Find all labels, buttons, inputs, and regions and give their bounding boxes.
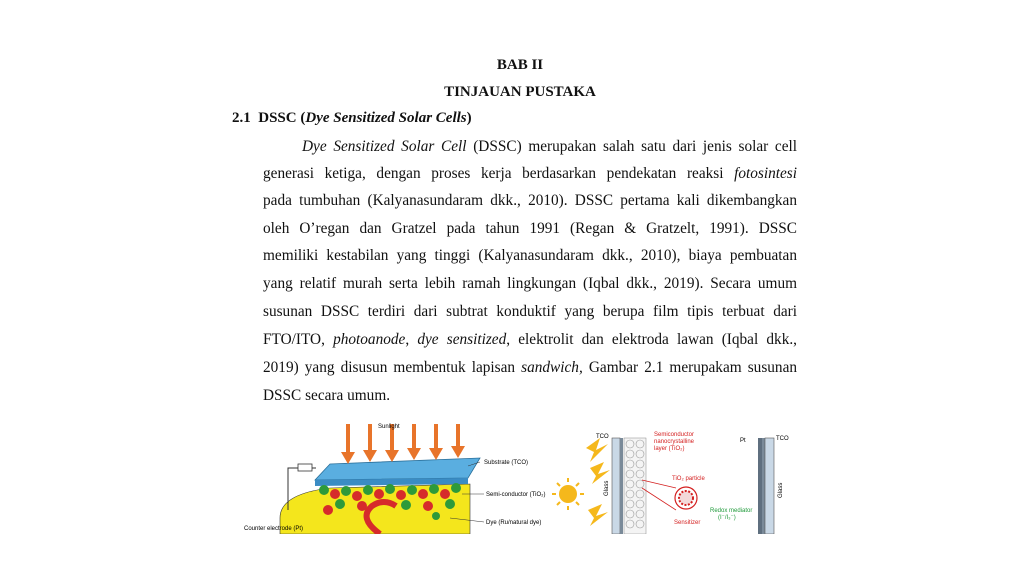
sun-icon (559, 485, 577, 503)
section-italic-title: Dye Sensitized Solar Cells (305, 110, 467, 126)
photoanode-diagram (552, 432, 789, 534)
dssc-figure (240, 418, 800, 534)
glass-layer-1 (612, 438, 620, 534)
term-dssc-italic: Dye Sensitized Solar Cell (302, 138, 467, 155)
label-redox-1: Redox mediator (710, 508, 753, 514)
paragraph-line-1 (302, 138, 797, 156)
paragraph-line-8 (263, 331, 797, 349)
glass-layer-2 (765, 438, 774, 534)
load-resistor (298, 464, 312, 471)
label-glass-2: Glass (778, 482, 784, 498)
paragraph-line-4: oleh O’regan dan Gratzel pada tahun 1991 (Regan & Gratzelt, 1991). DSSC (263, 220, 797, 237)
paragraph-line-7: susunan DSSC terdiri dari subtrat konduktif yang berupa film tipis terbuat dari (263, 303, 797, 320)
sunlight-arrows (341, 424, 465, 464)
term-sandwich: sandwich, (521, 359, 583, 376)
paragraph-line-2 (263, 165, 797, 183)
label-sunlight: Sunlight (378, 424, 400, 430)
section-paren-open: ( (300, 110, 306, 126)
line-text: generasi ketiga, dengan proses kerja berdasarkan pendekatan reaksi (263, 165, 735, 182)
label-tco-1: TCO (596, 434, 609, 440)
paragraph-line-6: yang relatif murah serta lebih ramah lingkungan (Iqbal dkk., 2019). Secara umum (263, 275, 797, 292)
label-tco-2: TCO (776, 436, 789, 442)
label-glass-1: Glass (604, 480, 610, 496)
label-sensitizer: Sensitizer (674, 520, 701, 526)
line-text: , (405, 331, 418, 348)
term-photoanode: photoanode (333, 331, 406, 348)
label-tio2-particle: TiO₂ particle (672, 476, 705, 482)
paragraph-line-9 (263, 359, 797, 377)
pt-layer (758, 438, 762, 534)
dssc-cell-diagram (244, 424, 545, 534)
light-bolt-icon (586, 438, 608, 462)
dssc-diagram (240, 418, 800, 534)
line-text: (DSSC) merupakan salah satu dari jenis solar cell (466, 138, 797, 155)
term-fotosintesi: fotosintesi (734, 165, 797, 182)
paragraph-line-5: memiliki kestabilan yang tinggi (Kalyanasundaram dkk., 2010), biaya pembuatan (263, 247, 797, 264)
label-semi-3: layer (TiO₂) (654, 446, 685, 452)
line-text: , elektrolit dan elektroda lawan (Iqbal dkk., (506, 331, 797, 348)
label-counter-electrode: Counter electrode (Pt) (244, 526, 304, 532)
label-pt: Pt (740, 438, 746, 444)
label-semiconductor: Semi-conductor (TiO₂) (486, 492, 546, 498)
section-label: DSSC (258, 110, 297, 126)
substrate-plate (315, 458, 480, 480)
sensitizer-ring (679, 491, 693, 505)
paragraph-line-3: pada tumbuhan (Kalyanasundaram dkk., 2010). DSSC pertama kali dikembangkan (263, 192, 797, 209)
section-heading (232, 110, 472, 127)
tco-layer-2 (762, 438, 765, 534)
label-substrate: Substrate (TCO) (484, 460, 529, 466)
line-text: Gambar 2.1 merupakam susunan (582, 359, 798, 376)
chapter-title: TINJAUAN PUSTAKA (444, 84, 596, 100)
tco-layer-1 (620, 438, 623, 534)
label-dye: Dye (Ru/natural dye) (486, 520, 542, 526)
paragraph-line-10: DSSC secara umum. (263, 387, 391, 404)
semiconductor-layer (624, 438, 646, 534)
section-paren-close: ) (466, 110, 472, 126)
line-text: 2019) yang disusun membentuk lapisan (263, 359, 522, 376)
label-redox-2: (I⁻/I₃⁻) (718, 515, 736, 521)
label-semi-2: nanocrystalline (654, 439, 695, 445)
line-text: FTO/ITO, (263, 331, 334, 348)
chapter-number: BAB II (496, 57, 544, 73)
section-number: 2.1 (232, 110, 251, 126)
light-bolt-icon (588, 504, 608, 526)
term-dye-sensitized: dye sensitized (417, 331, 507, 348)
label-semi-1: Semiconductor (654, 432, 695, 438)
